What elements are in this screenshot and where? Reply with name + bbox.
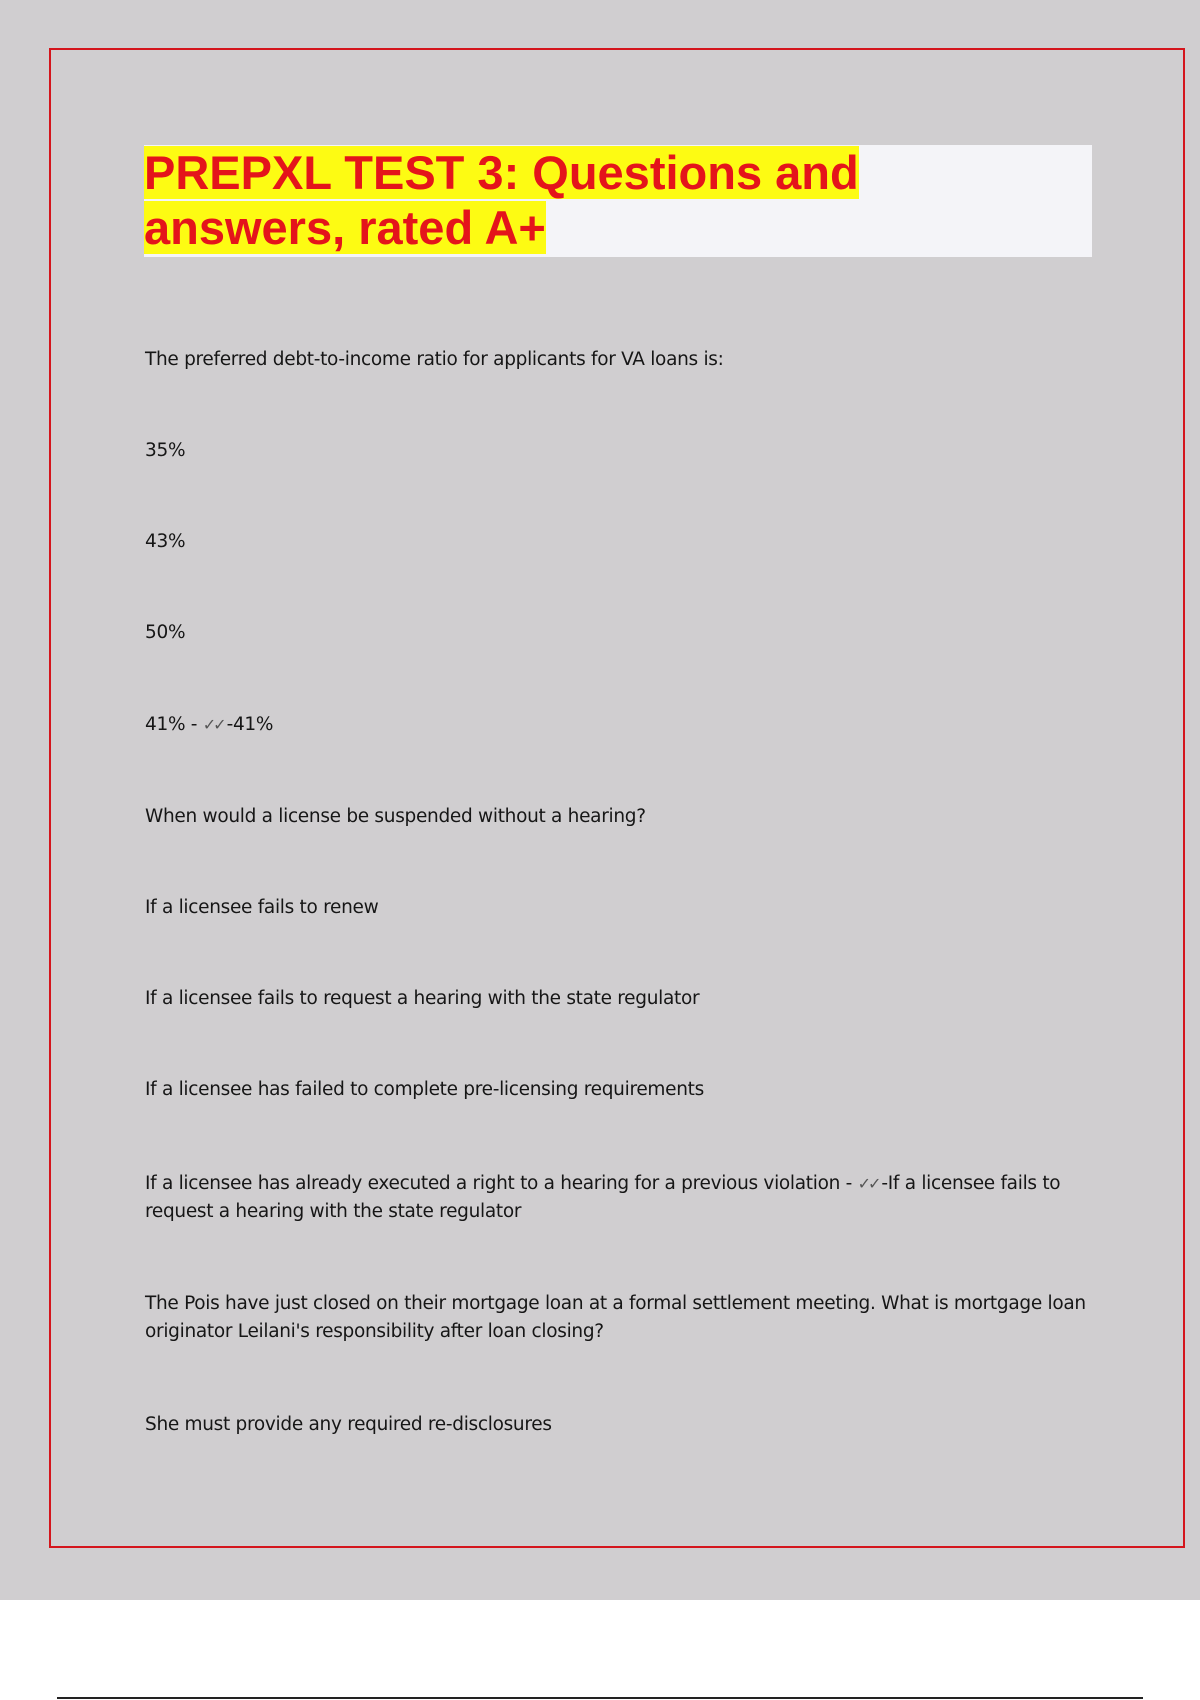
answer-prefix: If a licensee has already executed a right to a hearing for a previous violation - xyxy=(145,1173,858,1194)
footer-rule xyxy=(57,1697,1143,1699)
answer-text: -If a licensee fails to request a hearing with the state regulator xyxy=(145,1173,1061,1222)
option-35-percent: 35% xyxy=(145,440,186,461)
option-fails-to-request-hearing: If a licensee fails to request a hearing with the state regulator xyxy=(145,988,700,1009)
option-43-percent: 43% xyxy=(145,531,186,552)
double-checkmark-icon: ✓✓ xyxy=(202,715,224,734)
answer-prefix: 41% - xyxy=(145,714,203,735)
option-failed-prelicensing: If a licensee has failed to complete pre-licensing requirements xyxy=(145,1079,704,1100)
option-redisclosures: She must provide any required re-disclosures xyxy=(145,1414,552,1435)
title-highlight: PREPXL TEST 3: Questions and answers, rated A+ xyxy=(144,146,859,254)
question-va-dti: The preferred debt-to-income ratio for applicants for VA loans is: xyxy=(145,349,724,370)
answer-text: -41% xyxy=(226,714,274,735)
document-title xyxy=(144,145,904,255)
option-fails-to-renew: If a licensee fails to renew xyxy=(145,897,379,918)
answer-license-suspended xyxy=(145,1170,1095,1226)
answer-41-percent xyxy=(145,711,1095,739)
question-after-closing: The Pois have just closed on their mortgage loan at a formal settlement meeting. What is mortgage loan originator Leilani's responsibility after loan closing? xyxy=(145,1293,1086,1342)
question-license-suspended: When would a license be suspended without a hearing? xyxy=(145,806,646,827)
option-50-percent: 50% xyxy=(145,622,186,643)
double-checkmark-icon: ✓✓ xyxy=(857,1174,879,1193)
